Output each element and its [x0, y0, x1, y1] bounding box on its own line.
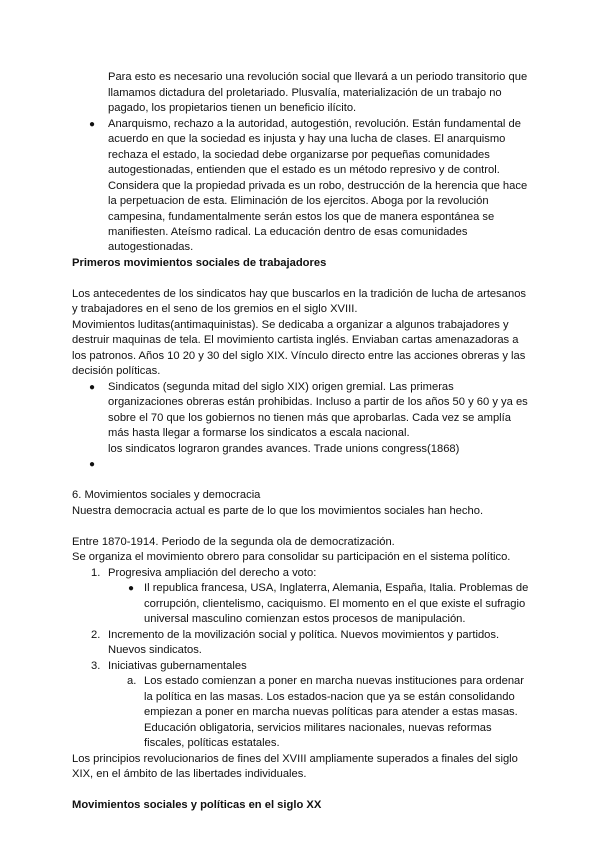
text-line: los sindicatos lograron grandes avances. Trade unions congress(1868) — [108, 443, 460, 455]
text-line: autogestionadas. — [108, 241, 194, 253]
section-heading: Primeros movimientos sociales de trabajadores — [72, 257, 327, 269]
text-line: más hasta llegar a formarse los sindicatos a escala nacional. — [108, 427, 410, 439]
text-line: sobre el 70 que los gobiernos no tienen más que aprobarlas. Cada vez se amplía — [108, 412, 512, 424]
text-line: Anarquismo, rechazo a la autoridad, autogestión, revolución. Están fundamental de — [108, 118, 521, 130]
list-item-text: Iniciativas gubernamentales — [108, 660, 247, 672]
text-line: Para esto es necesario una revolución social que llevará a un periodo transitorio que — [108, 71, 528, 83]
bullet-icon: ● — [128, 583, 135, 594]
bullet-icon: ● — [89, 382, 96, 393]
section-title: 6. Movimientos sociales y democracia — [72, 489, 261, 501]
text-line: fiscales, políticas estatales. — [144, 737, 280, 749]
text-line: manifiesten. Ateísmo radical. La educación dentro de esas comunidades — [108, 226, 468, 238]
text-line: Sindicatos (segunda mitad del siglo XIX) origen gremial. Las primeras — [108, 381, 454, 393]
text-line: acuerdo en que la sociedad es injusta y hay una lucha de clases. El anarquismo — [108, 133, 506, 145]
text-line: y trabajadores en el seno de los gremios en el siglo XVIII. — [72, 303, 358, 315]
text-line: Il republica francesa, USA, Inglaterra, Alemania, España, Italia. Problemas de — [144, 582, 529, 594]
text-line: organizaciones obreras están prohibidas. Incluso a partir de los años 50 y 60 y ya es — [108, 396, 528, 408]
bullet-icon: ● — [89, 119, 96, 130]
list-marker: 2. — [91, 629, 101, 641]
empty-bullet-icon: ● — [89, 459, 96, 470]
text-line: Movimientos luditas(antimaquinistas). Se dedicaba a organizar a algunos trabajadores y — [72, 319, 509, 331]
text-line: pagado, los propietarios tienen un beneficio ilícito. — [108, 102, 357, 114]
list-marker: 3. — [91, 660, 101, 672]
list-marker: 1. — [91, 567, 101, 579]
text-line: llamamos dictadura del proletariado. Plusvalía, materialización de un trabajo no — [108, 87, 502, 99]
text-line: empiezan a poner en marcha nuevas políticas para atender a estas masas. — [144, 706, 518, 718]
text-line: la perpetuacion de esta. Eliminación de los ejercitos. Aboga por la revolución — [108, 195, 489, 207]
text-line: Considera que la propiedad privada es un robo, destrucción de la herencia que hace — [108, 180, 528, 192]
list-item-text: Progresiva ampliación del derecho a voto: — [108, 567, 317, 579]
text-line: Educación obligatoria, servicios militares nacionales, nuevas reformas — [144, 722, 492, 734]
text-line: destruir maquinas de tela. El movimiento cartista inglés. Enviaban cartas amenazadoras a — [72, 334, 519, 346]
text-line: Los principios revolucionarios de fines del XVIII ampliamente superados a finales del siglo — [72, 753, 518, 765]
text-line: universal masculino comienzan estos procesos de manipulación. — [144, 613, 466, 625]
text-line: los patronos. Años 10 20 y 30 del siglo XIX. Vínculo directo entre las acciones obreras y las — [72, 350, 526, 362]
text-line: XIX, en el ámbito de las libertades individuales. — [72, 768, 307, 780]
text-line: Se organiza el movimiento obrero para consolidar su participación en el sistema político. — [72, 551, 511, 563]
text-line: corrupción, clientelismo, caciquismo. El momento en el que existe el sufragio — [144, 598, 526, 610]
text-line: Entre 1870-1914. Periodo de la segunda ola de democratización. — [72, 536, 395, 548]
text-line: decisión políticas. — [72, 365, 161, 377]
list-marker: a. — [127, 675, 137, 687]
text-line: rechaza el estado, la sociedad debe organizarse por pequeñas comunidades — [108, 149, 490, 161]
text-line: Nuestra democracia actual es parte de lo que los movimientos sociales han hecho. — [72, 505, 484, 517]
text-line: Los antecedentes de los sindicatos hay que buscarlos en la tradición de lucha de artesanos — [72, 288, 527, 300]
text-line: Nuevos sindicatos. — [108, 644, 202, 656]
text-line: la política en las masas. Los estados-nacion que ya se están consolidando — [144, 691, 515, 703]
text-line: Los estado comienzan a poner en marcha nuevas instituciones para ordenar — [144, 675, 524, 687]
section-heading: Movimientos sociales y políticas en el siglo XX — [72, 799, 322, 811]
text-line: Incremento de la movilización social y política. Nuevos movimientos y partidos. — [108, 629, 500, 641]
text-line: campesina, fundamentalmente serán estos los que de manera espontánea se — [108, 211, 495, 223]
text-line: autogestionadas, entienden que el estado es un método represivo y de control. — [108, 164, 500, 176]
